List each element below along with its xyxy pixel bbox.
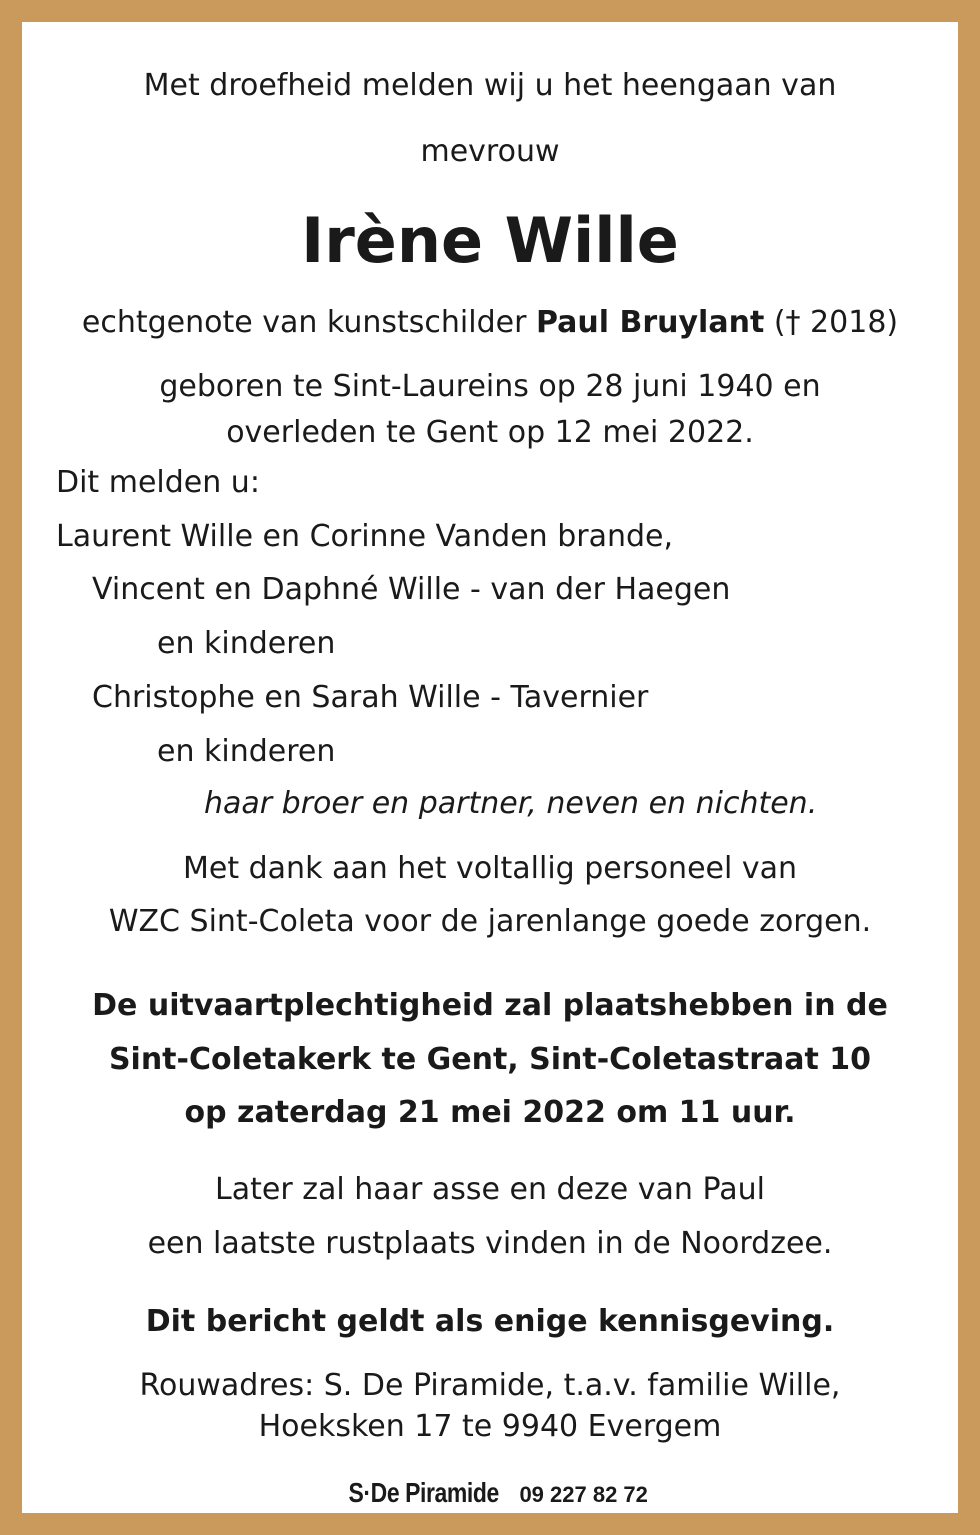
intro-text: Met droefheid melden wij u het heengaan van xyxy=(143,68,837,103)
address-line: Hoeksken 17 te 9940 Evergem xyxy=(258,1409,722,1444)
address-line: Rouwadres: S. De Piramide, t.a.v. familie Wille, xyxy=(139,1368,841,1403)
spouse-name: Paul Bruylant xyxy=(535,305,765,340)
family-line: en kinderen xyxy=(157,626,336,661)
family-line: en kinderen xyxy=(157,734,336,769)
death-line: overleden te Gent op 12 mei 2022. xyxy=(226,415,754,450)
funeral-home-footer xyxy=(22,1476,958,1514)
funeral-home-phone: 09 227 82 72 xyxy=(519,1482,648,1507)
funeral-line: De uitvaartplechtigheid zal plaatshebben in de xyxy=(92,988,888,1023)
ashes-line: een laatste rustplaats vinden in de Noordzee. xyxy=(147,1226,833,1261)
funeral-line: op zaterdag 21 mei 2022 om 11 uur. xyxy=(184,1095,796,1130)
announcers-intro: Dit melden u: xyxy=(56,465,260,500)
family-line: Vincent en Daphné Wille - van der Haegen xyxy=(92,572,731,607)
funeral-home-logo: S·De Piramide xyxy=(348,1477,499,1508)
funeral-line: Sint-Coletakerk te Gent, Sint-Coletastraat 10 xyxy=(108,1042,872,1077)
spouse-suffix: († 2018) xyxy=(764,305,899,340)
thanks-line: WZC Sint-Coleta voor de jarenlange goede zorgen. xyxy=(108,904,872,939)
deceased-name: Irène Wille xyxy=(301,204,679,277)
relatives-line: haar broer en partner, neven en nichten. xyxy=(204,786,818,821)
obituary-card xyxy=(22,22,958,1513)
ashes-line: Later zal haar asse en deze van Paul xyxy=(215,1172,765,1207)
family-line: Laurent Wille en Corinne Vanden brande, xyxy=(56,519,674,554)
spouse-line xyxy=(22,304,958,342)
spouse-prefix: echtgenote van kunstschilder xyxy=(81,305,536,340)
honorific: mevrouw xyxy=(420,134,560,169)
birth-line: geboren te Sint-Laureins op 28 juni 1940 en xyxy=(159,369,821,404)
thanks-line: Met dank aan het voltallig personeel van xyxy=(182,851,798,886)
notice-statement: Dit bericht geldt als enige kennisgeving. xyxy=(145,1304,835,1339)
family-line: Christophe en Sarah Wille - Tavernier xyxy=(92,680,649,715)
